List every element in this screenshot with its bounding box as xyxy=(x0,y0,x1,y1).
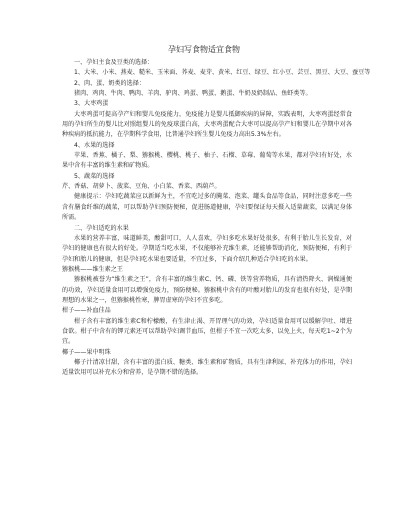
document-title: 孕妇写食物适宜食物 xyxy=(168,45,240,54)
paragraph: 猕猴桃被誉为“维生素之王”，含有丰富的维生素C、钙、磷、铁等营养物质，具有清热降火、润燥通便的功效，孕妇适量食用可以增强免疫力，预防便秘。猕猴桃中含有的叶酸对胎儿的发育也很有好处，是孕期理想的水果之一，但猕猴桃性寒，脾胃虚寒的孕妇不宜多吃。 xyxy=(62,276,352,304)
document-body xyxy=(62,58,371,379)
paragraph: 水果的营养丰富，味道鲜美，酸甜可口，人人喜欢，孕妇多吃水果好处很多，有利于胎儿生长发育，对孕妇的健康也有很大的好处。孕期适当吃水果，不仅能够补充维生素，还能够帮助消化，预防便秘，有利于孕妇和胎儿的健康，但是孕妇吃水果也要适量，不宜过多，下面介绍几种适合孕妇吃的水果。 xyxy=(62,234,352,263)
paragraph: 椰子汁清凉甘甜，含有丰富的蛋白质、糖类、维生素和矿物质，具有生津利尿、补充体力的作用，孕妇适量饮用可以补充水分和营养，是孕期不错的选择。 xyxy=(62,358,352,377)
text-line: 猕猴桃——维生素之王 xyxy=(62,265,123,273)
text-line: 芹、香菇、胡萝卜、菠菜、豆角、小白菜、香菜、西葫芦。 xyxy=(62,183,221,191)
section-heading: 2、肉、蛋、奶类的选择： xyxy=(74,79,145,87)
text-line: 柑子——补血佳品 xyxy=(62,307,111,315)
section-heading: 4、水果的选择 xyxy=(74,141,115,149)
section-heading: 5、蔬菜的选择 xyxy=(74,172,115,180)
section-heading: 1、大米、小米、燕麦、糙米、玉米面、荞麦、麦芽、黄米、红豆、绿豆、红小豆、芸豆、黑豆、大豆、蚕豆等 xyxy=(74,69,371,77)
paragraph: 大枣鸡蛋可提高孕产妇和婴儿免疫能力，免疫能力是婴儿抵御疾病的屏障，实践表明，大枣鸡蛋经常食用的孕妇所生的婴儿比对照组婴儿的免疫球蛋白高，大枣鸡蛋配合大枣可以提高孕产妇和婴儿在孕期中对各种疾病的抵抗能力，在孕期科学食用，比普通孕妇所生婴儿免疫力高出5.3%左右。 xyxy=(62,110,352,139)
section-heading: 一、孕妇主食及豆类的选择： xyxy=(74,59,154,66)
paragraph: 健康提示：孕妇吃蔬菜应以新鲜为主，不宜吃过多的腌菜、泡菜、罐头食品等食品，同时注意多吃一些含有膳食纤维的蔬菜，可以帮助孕妇预防便秘，促进肠道健康，孕妇要保证每天摄入适量蔬菜，以满足身体所需。 xyxy=(62,193,352,222)
paragraph: 猪肉、鸡肉、牛肉、鸭肉、羊肉、驴肉、鸡蛋、鸭蛋、鹅蛋、牛奶及奶制品、鱼虾类等。 xyxy=(74,90,312,98)
paragraph: 苹果、香蕉、橘子、梨、猕猴桃、樱桃、桃子、柚子、石榴、草莓、葡萄等水果，都对孕妇有好处，水果中含有丰富的维生素和矿物质。 xyxy=(62,152,352,170)
text-line: 椰子——果中明珠 xyxy=(62,348,111,356)
section-heading: 二、孕妇适吃的水果 xyxy=(74,224,129,232)
paragraph: 柑子含有丰富的维生素C和柠檬酸，有生津止渴、开胃理气的功效，孕妇适量食用可以缓解孕吐、增进食欲。柑子中含有的钾元素还可以帮助孕妇调节血压，但柑子不宜一次吃太多，以免上火，每天吃1~2个为宜。 xyxy=(62,317,352,346)
section-heading: 3、大枣鸡蛋 xyxy=(74,100,109,108)
